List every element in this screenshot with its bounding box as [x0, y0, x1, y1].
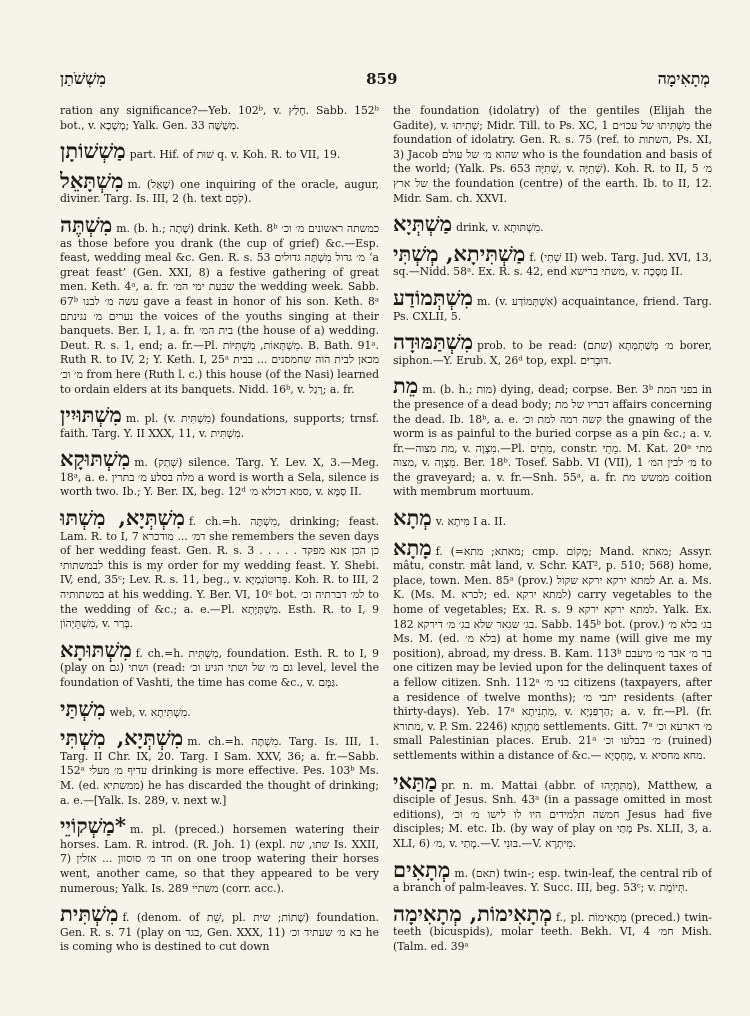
- left-column: [60, 104, 379, 1008]
- entry-headword: מִשְׁתּוּקָא: [60, 446, 131, 472]
- entry-headword: מִשְׁתְּיָא, מִשְׁתּוּ: [60, 505, 185, 531]
- dictionary-entry: [393, 213, 712, 236]
- dictionary-entry: [60, 903, 379, 955]
- dictionary-entry: [393, 768, 712, 852]
- entry-definition: web, v. מִשְׁתִּיתָא.: [109, 705, 191, 719]
- dictionary-entry: [393, 856, 712, 896]
- dictionary-entry: [60, 448, 379, 500]
- running-head-left: מִשְׁשֹׁתַן: [60, 69, 106, 88]
- entry-headword: מִשְׁתּוּתָא: [60, 636, 132, 662]
- dictionary-entry: [60, 104, 379, 133]
- entry-headword: מָתָא: [393, 534, 432, 560]
- dictionary-entry: [60, 507, 379, 632]
- entry-definition: m. (תאם) twin-; esp. twin-leaf, the central rib of a branch of palm-leaves. Y. Succ. III, beg. 53ᶜ; v. תְּיוֹמֶת.: [393, 866, 712, 895]
- entry-definition: f., pl. מְתָאִימוֹת (preced.) twin-teeth (bicuspids), molar teeth. Bekh. VI, 4 חמ׳ Mish. (Talm. ed. 39ᵃ: [393, 910, 712, 953]
- entry-definition: m. (שְׁתַק) silence. Targ. Y. Lev. X, 3.—Meg. 18ᵃ, a. e. מלה בסלע מ׳ בתרין a word is worth a Sela, silence is worth two. Ib.; Y. Ber. IX, beg. 12ᵈ סמא דכולא מ׳, v. סַמָּא II.: [60, 456, 379, 499]
- dictionary-entry: [60, 695, 379, 721]
- entry-definition: pr. n. m. Mattai (abbr. of מַתִּתְיָהוּ), Matthew, a disciple of Jesus. Snh. 43ᵃ (in a passage omitted in most editions), חמשה תלמידים היו לו לישו מ׳ וכ׳ Jesus had five disciples; M. etc. Ib. (by way of play on מָתַי Ps. XLII, 3, a. XLI, 6) מ׳, v. מָתַי.—V. בּוּנִי.—V. מִיתְרָא.: [393, 778, 712, 850]
- right-column: [393, 104, 712, 1008]
- dictionary-entry: [393, 507, 712, 530]
- dictionary-entry: [60, 815, 379, 896]
- entry-definition: v. מִיתָא I a. II.: [435, 515, 507, 529]
- dictionary-entry: [393, 331, 712, 368]
- entry-definition: m. ch.=h. מִשְׁתֶּה. Targ. Is. III, 1. Targ. II Chr. IX, 20. Targ. I Sam. XXV, 36; a. fr.—Sabb. 152ᵃ עדיף מ׳ מעלי drinking is more effective. Pes. 103ᵇ Ms. M. (ed. ממשתיא) he has discarded the thought of drinking; a. e.—[Yalk. Is. 289, v. next w.]: [60, 735, 379, 807]
- dictionary-entry: [393, 240, 712, 280]
- entry-definition: m. pl. (v. מִשְׁתִּית) foundations, supports; trnsf. faith. Targ. Y. II XXX, 11, v. מִשְׁתִּית.: [60, 412, 379, 440]
- running-head-right: מְתָאִימָה: [657, 69, 710, 88]
- entry-definition: f. (שְׁתִי II) web. Targ. Jud. XVI, 13, sq.—Nidd. 58ᵃ. Ex. R. s. 42, end משתי ברישא, v. מַסֶּכָה II.: [393, 250, 712, 279]
- entry-headword: מִשְׁתֶּה: [60, 211, 113, 237]
- entry-headword: מִשְׁתָּאֵל: [60, 167, 124, 193]
- entry-headword: מְתָאִים: [393, 856, 451, 882]
- entry-definition: m. pl. (preced.) horsemen watering their horses. Lam. R. introd. (R. Joh. 1) (expl. שתו, שת Is. XXII, 7) חד מ׳ סוסוון ... אזלין on one troop watering their horses went, another came, so that they appeared to be very numerous; Yalk. Is. 289 משתיי (corr. acc.).: [60, 823, 379, 895]
- dictionary-entry: [60, 404, 379, 441]
- dictionary-entry: [60, 727, 379, 808]
- dictionary-entry: [60, 211, 379, 397]
- dictionary-entry: [393, 104, 712, 206]
- dictionary-columns: [60, 104, 712, 1008]
- dictionary-entry: [393, 900, 712, 955]
- entry-definition: f. ch.=h. מִשְׁתֶּה, drinking; feast. Lam. R. to I, 7 דמ׳ ... מודכרא she remembers the seven days of her wedding feast. Gen. R. s. 3 . . כן הכן אנא מפקד . . . לבמשתותי this is my order for my wedding feast. Y. Shebi. IV, end, 35ᶜ; Lev. R. s. 11, beg., v. פְּרוּטוֹגַמְיָא. Koh. R. to III, 2 במשתותיה at his wedding. Y. Ber. VI, 10ᶜ bot. למ׳ דברתיה וכ׳ to the wedding of &c.; a. e.—Pl. מִשְׁתְּיָתָא. Esth. R. to I, 9 מִשְׁתֵּיְהוֹן, v. בְּרַר.: [60, 515, 379, 631]
- entry-definition: prob. to be read: מ׳ מְשַׁתְמְתָא (שתם) borer, siphon.—Y. Erub. X, 26ᵈ top, expl. דּוּבְרִיּם.: [393, 339, 712, 367]
- entry-headword: מַשְׁתְּיָא: [393, 211, 453, 237]
- entry-headword: מִשְׁתִּית: [60, 901, 119, 927]
- entry-headword: מִשְׁתּוּיִין: [60, 402, 122, 428]
- dictionary-entry: [393, 375, 712, 500]
- entry-definition: m. (שָׁאַל) one inquiring of the oracle, augur, diviner. Targ. Is. III, 2 (h. text קֹסֵם).: [60, 177, 379, 206]
- page-header: [60, 64, 710, 94]
- dictionary-entry: [393, 534, 712, 764]
- entry-headword: מִשְׁתְּמוֹדַע: [393, 284, 473, 310]
- page-number: 859: [366, 70, 398, 88]
- entry-definition: f. (denom. of שֵׁת, pl. שָׁתוֹת; שית) foundation. Gen. R. s. 71 (play on בגד, Gen. XXX, 11) בא מ׳ שעתיד וכ׳ he is coming who is destined to cut down: [60, 911, 379, 954]
- entry-definition: drink, v. מִשְׁתּוּתָא.: [456, 221, 544, 235]
- entry-headword: *מַשְׁקוֹיֵי: [60, 813, 126, 839]
- entry-headword: מַתַּאי: [393, 768, 438, 794]
- entry-headword: מִשְׁתְּיָא, מִשְׁתִּי: [60, 725, 184, 751]
- entry-definition: part. Hif. of שׁוּת q. v. Koh. R. to VII, 19.: [129, 148, 341, 162]
- dictionary-entry: [393, 284, 712, 324]
- entry-definition: f. ch.=h. מִשְׁתִּית, foundation. Esth. R. to I, 9 (play on גם) ושתי (read: גם מ׳ של ושתי הגיע וכ׳ level, level the foundation of Vashti, the time has come &c., v. גַּמָּם.: [60, 646, 379, 689]
- entry-definition: the foundation (idolatry) of the gentiles (Elijah the Gadite), v. שְׁתִיתוּ; Midr. Till. to Ps. XC, 1 מִשְׁתִּיתוּ של עכו״ם the foundation of idolatry. Gen. R. s. 75 (ref. to השתות, Ps. XI, 3) Jacob שהוא מ׳ של עולם who is the foundation and basis of the world; (Yalk. Ps. 653 שְׁתִיָּה, v. שְׁתִיָּה). Koh. R. to II, 5 מ׳ של ארץ the foundation (centre) of the earth. Ib. to II, 12. Midr. Sam. ch. XXVI.: [393, 104, 712, 205]
- entry-definition: m. (b. h.; שָׁתָה) drink. Keth. 8ᵇ כמשתה ראשונים מ׳ וכ׳ as those before you drank (the cup of grief) &c.—Esp. feast, wedding meal &c. Gen. R. s. 53 מ׳ גדול מִשְׁתֶּה גדולים ‘a great feast’ (Gen. XXI, 8) a festive gathering of great men. Keth. 4ᵃ, a. fr. שבעת ימי המ׳ the wedding week. Sabb. 67ᵇ עשה מ׳ לבנו gave a feast in honor of his son. Keth. 8ᵃ נערים מ׳ נגינתם the voices of the youths singing at their banquets. Ber. I, 1, a. fr. בית המ׳ (the house of a) wedding. Deut. R. s. 1, end; a. fr.—Pl. מִשְׁתָּאוֹת, מִשְׁתִּיּוֹת. B. Bath. 91ᵃ. Ruth R. to IV, 2; Y. Keth. I, 25ᵃ מכאן לבית הוה שחמסנים ... בבית מ׳ וכ׳ from here (Ruth l. c.) this house (of the Nasi) learned to ordain elders at its banquets. Nidd. 16ᵇ, v. רָגַל; a. fr.: [60, 221, 379, 396]
- entry-headword: מֵת: [393, 373, 419, 399]
- entry-headword: מַשְׁשׁוֹתָן: [60, 138, 126, 164]
- entry-headword: מִשְׁתַּי: [60, 695, 106, 721]
- entry-definition: ration any significance?—Yeb. 102ᵇ, v. חָלַץ. Sabb. 152ᵇ bot., v. מְשָׁכָא; Yalk. Gen. 33 מְשָׁשָׁה.: [60, 104, 379, 132]
- dictionary-entry: [60, 636, 379, 691]
- entry-headword: מְתָאִימוֹת, מְתָאִימָה: [393, 900, 552, 926]
- dictionary-entry: [60, 140, 379, 163]
- entry-definition: m. (b. h.; מות) dying, dead; corpse. Ber. 3ᵇ בפני המת in the presence of a dead body; דבריו של מת affairs concerning the dead. Ib. 18ᵇ, a. e. קשה רמה למת וכ׳ the gnawing of the worm is as painful to the buried corpse as a pin &c.; a. v. fr.—מת מצוה, v. מִצְוָה.—Pl. מֵתִים, constr. מֵתֵי. M. Kat. 20ᵃ מתי מצוה, v. מִצְוָה. Ber. 18ᵇ. Tosef. Sabb. VI (VII), 1 מ׳ לבין המ׳ to the graveyard; a. v. fr.—Snh. 55ᵃ, a. fr. ממשש מת coition with membrum mortuum.: [393, 383, 712, 499]
- entry-headword: מְתָא: [393, 505, 432, 531]
- dictionary-entry: [60, 167, 379, 207]
- entry-definition: f. (=מאתא; מתא; cmp. מָקוֹם; Mand. מאתא; Assyr. mâtu, constr. mât land, v. Schr. KAT², p. 510; 568) home, place, town. Men. 85ᵃ (prov.) למתא ירקא ירקא שקול Ar. a. Ms. K. (Ms. M. לכרא; ed. למתא ירקא) carry vegetables to the home of vegetables; Ex. R. s. 9 למתא ירקא ירקא. Yalk. Ex. 182 בג׳ שגאר שלא בג׳ מ׳ דירקא. Sabb. 145ᵇ bot. (prov.) בג׳ בלא מ׳ Ms. M. (ed. בלא מ׳) at home my name (will give me my position), abroad, my dress. B. Kam. 113ᵇ בר מ׳ אבר מ׳ מיעבם one citizen may be levied upon for the delinquent taxes of a fellow citizen. Snh. 112ᵃ בני מ׳ citizens (taxpayers, after a residence of twelve months); יתבי מ׳ residents (after thirty-days). Yeb. 17ᵃ מִתְנִיתָא, v. הַרְפַּנְיָא; a. v. fr.—Pl. (fr. מתורא, v. P. Sm. 2246) מַתְוָתָא settlements. Gitt. 7ᵃ מ׳ דארעא וכ׳ small Palestinian places. Erub. 21ᵃ מ׳ בבלעו וכ׳ (ruined) settlements within a distance of &c.— מְחָסְיָא, v. מחא מחסיא.: [393, 544, 712, 762]
- entry-headword: מִשְׁתַּמּוּדָה: [393, 329, 474, 355]
- entry-headword: מַשְׁתִּיתָא, מְשְׁתִּי: [393, 240, 526, 266]
- entry-definition: m. (v. אִשְׁתְּמוֹדַע) acquaintance, friend. Targ. Ps. CXLII, 5.: [393, 294, 712, 323]
